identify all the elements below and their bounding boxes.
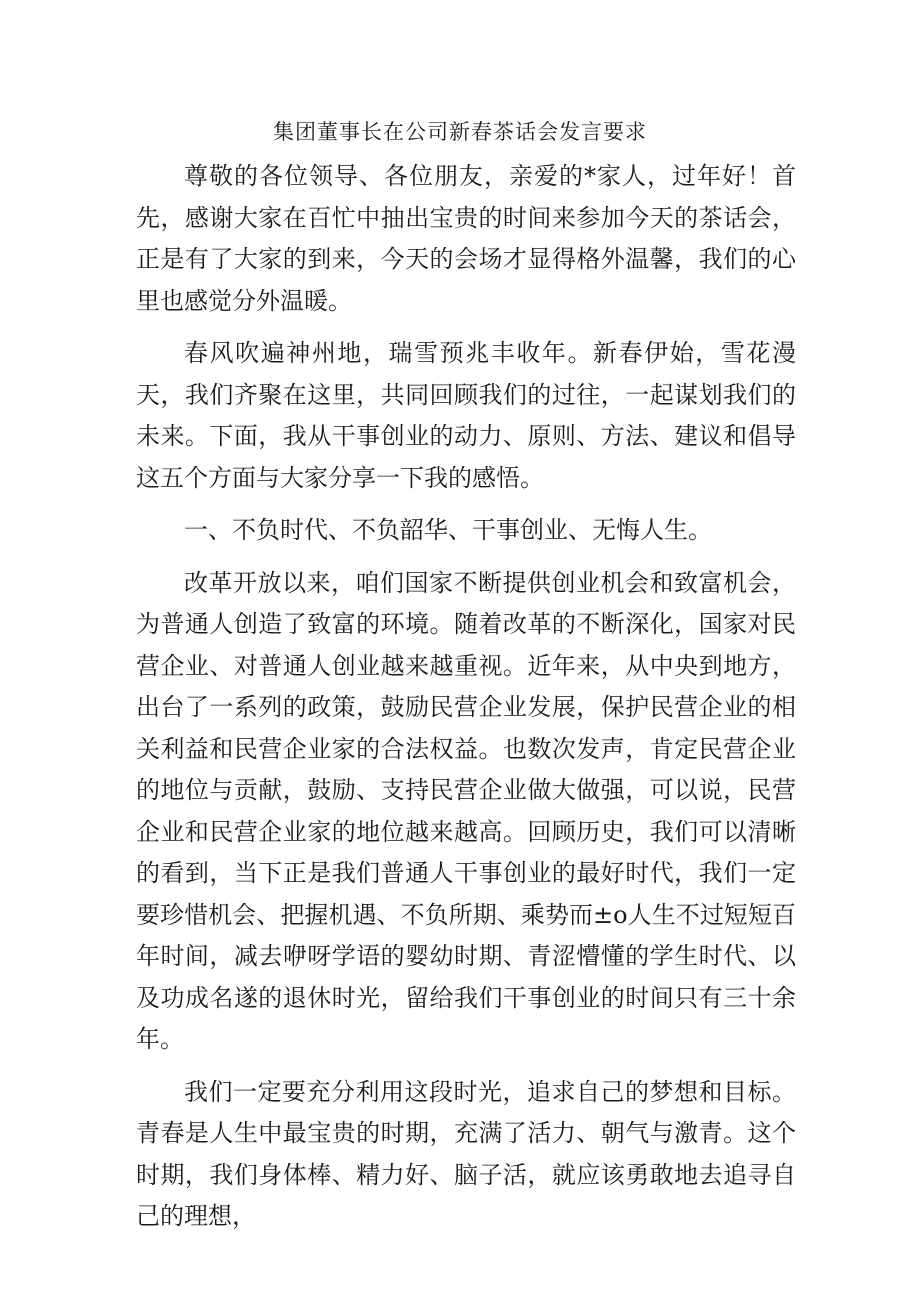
- document-body: [136, 156, 796, 1238]
- section-heading-1: 一、不负时代、不负韶华、干事创业、无悔人生。: [184, 516, 712, 544]
- paragraph-greeting: 尊敬的各位领导、各位朋友，亲爱的*家人，过年好！首先，感谢大家在百忙中抽出宝贵的时间来参加今天的茶话会，正是有了大家的到来，今天的会场才显得格外温馨，我们的心里也感觉分外温暖。: [136, 162, 796, 315]
- document-title: 集团董事长在公司新春茶话会发言要求: [273, 120, 647, 144]
- paragraph-reform: 改革开放以来，咱们国家不断提供创业机会和致富机会，为普通人创造了致富的环境。随着改革的不断深化，国家对民营企业、对普通人创业越来越重视。近年来，从中央到地方，出台了一系列的政策，鼓励民营企业发展，保护民营企业的相关利益和民营企业家的合法权益。也数次发声，肯定民营企业的地位与贡献，鼓励、支持民营企业做大做强，可以说，民营企业和民营企业家的地位越来越高。回顾历史，我们可以清晰的看到，当下正是我们普通人干事创业的最好时代，我们一定要珍惜机会、把握机遇、不负所期、乘势而±o人生不过短短百年时间，减去咿呀学语的婴幼时期、青涩懵懂的学生时代、以及功成名遂的退休时光，留给我们干事创业的时间只有三十余年。: [136, 568, 796, 1053]
- paragraph-youth: 我们一定要充分利用这段时光，追求自己的梦想和目标。青春是人生中最宝贵的时期，充满了活力、朝气与激青。这个时期，我们身体棒、精力好、脑子活，就应该勇敢地去追寻自己的理想，: [136, 1077, 796, 1230]
- paragraph-intro: 春风吹遍神州地，瑞雪预兆丰收年。新春伊始，雪花漫天，我们齐聚在这里，共同回顾我们的过往，一起谋划我们的未来。下面，我从干事创业的动力、原则、方法、建议和倡导这五个方面与大家分享一下我的感悟。: [136, 339, 796, 492]
